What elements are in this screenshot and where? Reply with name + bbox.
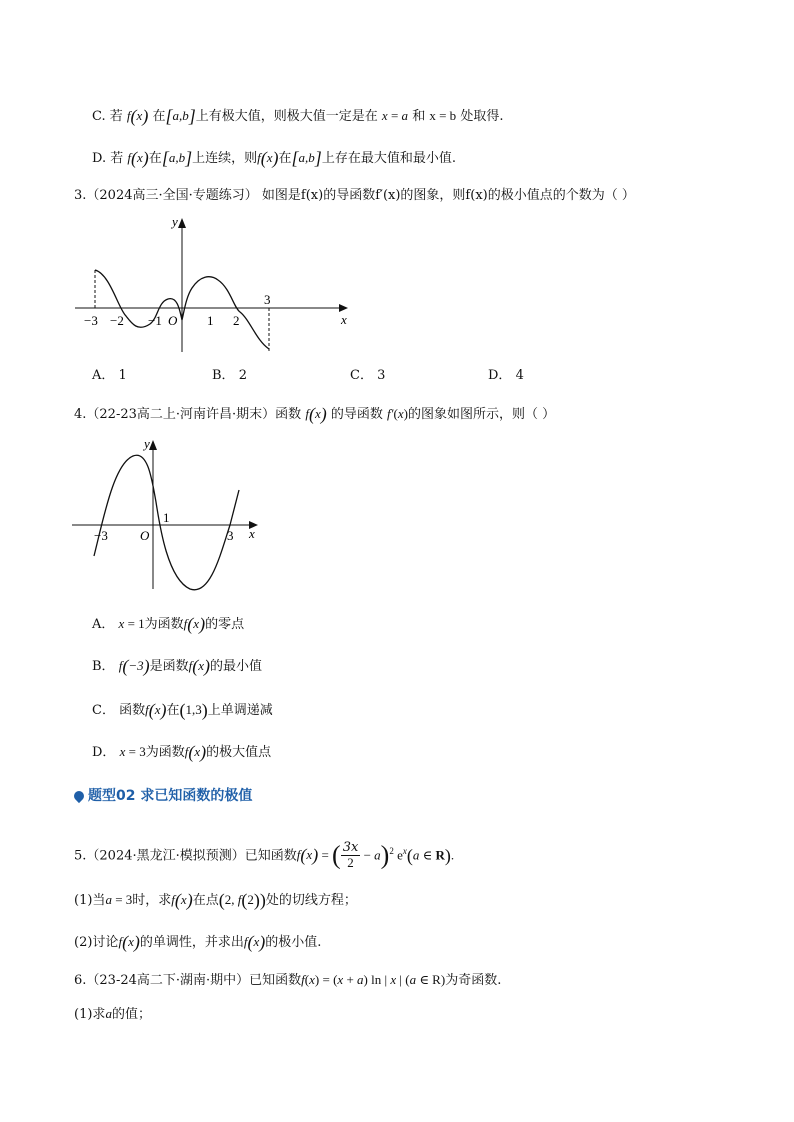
tick-3: 3 xyxy=(264,292,271,307)
math: e xyxy=(393,847,403,863)
q3-option-c[interactable] xyxy=(350,366,385,386)
text: 的单调性，并求出 xyxy=(139,935,244,950)
math: x xyxy=(118,616,125,631)
math: f xyxy=(301,972,305,987)
text: 为函数 xyxy=(144,617,184,632)
math-x-eq-b: x = b xyxy=(429,108,457,123)
option-value: 2 xyxy=(238,368,247,383)
math-fx: f(x) xyxy=(188,656,211,676)
math-point: (2, f(2)) xyxy=(218,890,266,910)
text: 若 xyxy=(110,151,124,166)
option-letter: D． xyxy=(92,745,116,760)
section-heading xyxy=(74,786,252,806)
tick-1: 1 xyxy=(163,510,170,525)
question-source: （22-23高二上·河南许昌·期末） xyxy=(86,407,276,422)
math-fx: f(x) xyxy=(145,700,167,720)
math: ∈ R) xyxy=(416,972,446,987)
option-letter: B． xyxy=(92,659,115,674)
q3-option-d[interactable] xyxy=(488,366,524,386)
math: = xyxy=(387,108,402,123)
y-axis-arrow xyxy=(149,440,157,450)
option-letter: C. xyxy=(92,109,106,124)
text: 的极小值. xyxy=(265,935,322,950)
math: a xyxy=(409,972,417,987)
math-interval: [a,b] xyxy=(165,106,196,126)
text: 上连续，则 xyxy=(192,151,258,166)
tick-neg3: −3 xyxy=(84,313,98,328)
option-letter: D. xyxy=(92,151,107,166)
option-letter: A． xyxy=(92,368,115,383)
tick-neg3: −3 xyxy=(94,528,108,543)
text: 讨论 xyxy=(92,935,119,950)
part-label: (1) xyxy=(74,893,93,908)
math: ) ln | xyxy=(363,972,391,987)
math: ) xyxy=(380,840,390,870)
question-source: （23-24高二下·湖南·期中） xyxy=(86,973,250,988)
tick-2: 2 xyxy=(233,313,240,328)
math-x-eq-a: x xyxy=(381,108,388,123)
label-x: x xyxy=(341,312,347,327)
math-fx: f(x) xyxy=(171,890,193,910)
text: 时，求 xyxy=(132,893,172,908)
math-fx: f(x) xyxy=(127,148,149,168)
text: 的图象如图所示，则（ ） xyxy=(407,407,556,422)
math: ) = ( xyxy=(314,972,338,987)
option-value: 3 xyxy=(377,368,386,383)
text: 在 xyxy=(278,151,292,166)
q5-part-2 xyxy=(74,932,321,953)
text: 的导函数 xyxy=(330,407,383,422)
tick-1: 1 xyxy=(207,313,214,328)
option-letter: A． xyxy=(92,617,115,632)
text: 为奇函数. xyxy=(445,973,502,988)
question-number: 5. xyxy=(74,848,87,864)
math: ( xyxy=(332,840,341,870)
math-fx: f(x) xyxy=(118,932,140,952)
location-pin-icon xyxy=(72,789,86,803)
text: 已知函数 xyxy=(244,848,297,864)
math: x xyxy=(119,744,126,759)
label-y: y xyxy=(144,436,150,451)
q3-derivative-graph xyxy=(70,212,360,357)
section-title: 题型02 求已知函数的极值 xyxy=(88,788,253,804)
math: ( xyxy=(406,845,413,866)
question-6 xyxy=(74,970,501,991)
x-axis-arrow xyxy=(339,304,348,312)
part-label: (2) xyxy=(74,935,93,950)
math-fx: f(x) xyxy=(243,932,266,952)
text: 上单调递减 xyxy=(207,703,273,718)
math: − xyxy=(360,847,375,863)
q4-option-a[interactable] xyxy=(92,614,244,635)
math-fx: f(x) xyxy=(305,404,327,424)
math: a xyxy=(412,847,420,863)
option-value: 1 xyxy=(118,368,127,383)
math-fprime: f′ xyxy=(387,406,394,421)
label-origin: O xyxy=(140,528,150,543)
math-interval: [a,b] xyxy=(291,148,322,168)
math: = 3 xyxy=(125,744,146,759)
math: a xyxy=(374,847,381,863)
text: 在 xyxy=(148,151,162,166)
question-4 xyxy=(74,404,555,425)
text: 函数 xyxy=(119,703,146,718)
math: 2 xyxy=(389,846,394,856)
text: 当 xyxy=(92,893,106,908)
text: 上存在最大值和最小值. xyxy=(321,151,456,166)
q4-option-d[interactable] xyxy=(92,742,271,763)
math-fx: f(x) xyxy=(183,614,206,634)
option-letter: D． xyxy=(488,368,512,383)
text: 已知函数 xyxy=(249,973,302,988)
q4-option-c[interactable] xyxy=(92,700,273,721)
math: = xyxy=(318,847,333,863)
tick-3: 3 xyxy=(227,528,234,543)
math: + xyxy=(343,972,358,987)
math-fx: f(x) xyxy=(296,845,319,866)
question-number: 3. xyxy=(74,188,87,203)
math: ) xyxy=(444,845,451,866)
math: ∈ R xyxy=(419,847,445,863)
question-source: （2024·黑龙江·模拟预测） xyxy=(86,848,245,864)
text: 为函数 xyxy=(145,745,185,760)
q4-option-b[interactable] xyxy=(92,656,262,677)
label-x: x xyxy=(249,526,255,541)
math: = 1 xyxy=(124,616,145,631)
question-source: （2024高三·全国·专题练习） xyxy=(86,188,258,203)
math: ( xyxy=(393,406,398,421)
math: x xyxy=(309,972,315,987)
text: 的极大值点 xyxy=(206,745,272,760)
tick-neg1: −1 xyxy=(148,313,162,328)
text: 的零点 xyxy=(205,617,245,632)
text: 和 xyxy=(412,109,426,124)
question-3 xyxy=(74,186,635,206)
text: 处的切线方程； xyxy=(265,893,357,908)
option-value: 4 xyxy=(515,368,524,383)
math: ( xyxy=(304,972,310,987)
math: a xyxy=(105,892,112,907)
label-origin: O xyxy=(168,313,178,328)
y-axis-arrow xyxy=(178,218,186,228)
text: 在 xyxy=(166,703,180,718)
tick-neg2: −2 xyxy=(110,313,124,328)
text: 上有极大值，则极大值一定是在 xyxy=(195,109,378,124)
math-fx: f(x) xyxy=(184,742,207,762)
math: a xyxy=(357,972,364,987)
text: 的最小值 xyxy=(210,659,263,674)
math: x xyxy=(397,406,404,421)
math: | ( xyxy=(396,972,410,987)
math-fx: f(x) xyxy=(257,148,279,168)
q3-option-b[interactable] xyxy=(212,366,247,386)
option-letter: C． xyxy=(92,703,115,718)
q5-part-1 xyxy=(74,890,357,911)
question-number: 4. xyxy=(74,407,87,422)
q4-derivative-graph xyxy=(70,434,270,594)
math: a xyxy=(401,108,409,123)
text: 若 xyxy=(109,109,123,124)
math: = 3 xyxy=(111,892,133,907)
math-fx: f(x) xyxy=(126,106,149,126)
option-d-prev xyxy=(92,148,456,169)
text: 在点 xyxy=(192,893,219,908)
math-fraction: $\frac{3x}{2}$ xyxy=(342,840,359,871)
math: x xyxy=(337,972,344,987)
question-text: 如图是f(x)的导函数f′(x)的图象，则f(x)的极小值点的个数为（ ） xyxy=(261,188,635,203)
q3-option-a[interactable] xyxy=(92,366,127,386)
math: x xyxy=(390,972,397,987)
text: 是函数 xyxy=(149,659,189,674)
option-c-prev xyxy=(92,106,503,127)
math-interval: [a,b] xyxy=(161,148,193,168)
question-5 xyxy=(74,836,454,871)
text: 求 xyxy=(92,1007,106,1022)
text: 函数 xyxy=(275,407,302,422)
math: x xyxy=(402,846,407,856)
question-number: 6. xyxy=(74,973,87,988)
math: ) xyxy=(403,406,408,421)
math: f(−3) xyxy=(118,656,150,676)
part-label: (1) xyxy=(74,1007,93,1022)
math: a xyxy=(105,1006,112,1021)
math: . xyxy=(450,847,455,863)
option-letter: B． xyxy=(212,368,235,383)
label-y: y xyxy=(172,214,178,229)
text: 的值； xyxy=(111,1007,151,1022)
q6-part-1 xyxy=(74,1004,151,1025)
option-letter: C． xyxy=(350,368,373,383)
math-interval: (1,3) xyxy=(179,700,208,720)
text: 在 xyxy=(152,109,166,124)
text: 处取得. xyxy=(460,109,504,124)
